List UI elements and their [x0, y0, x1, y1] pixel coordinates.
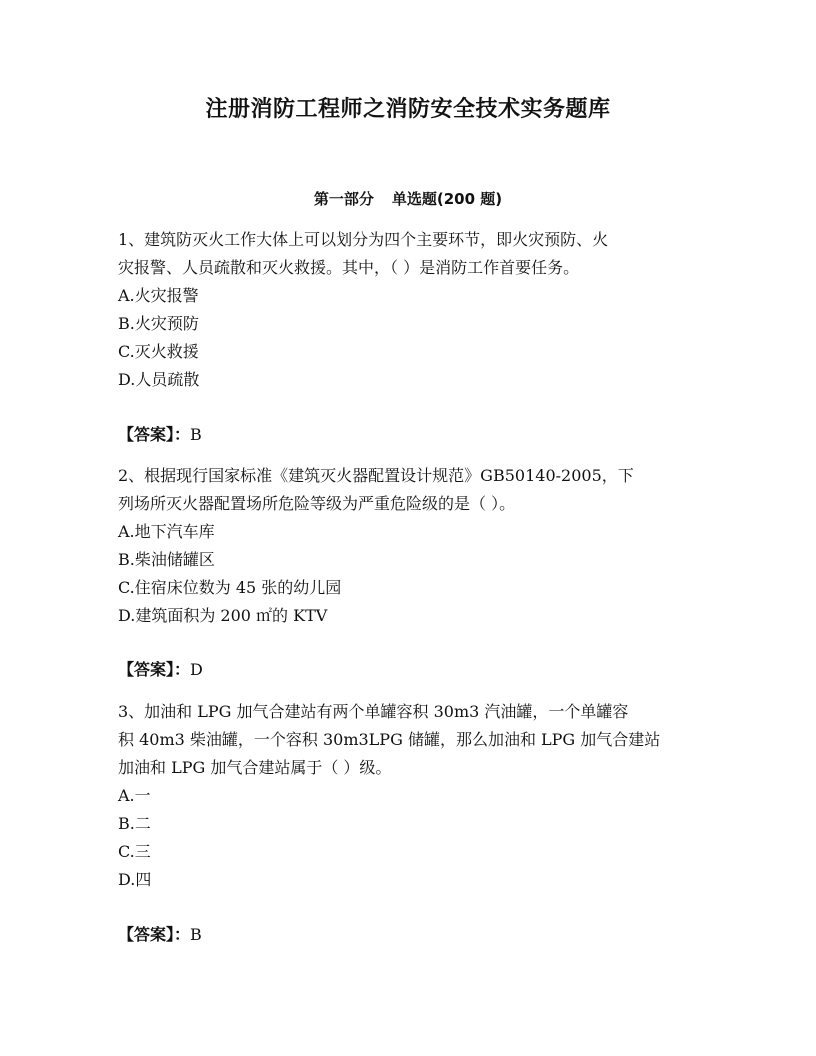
question-text: [118, 226, 696, 282]
answer-label: 【答案】：: [118, 660, 191, 679]
question-line: 积 40m3 柴油罐，一个容积 30m3LPG 储罐，那么加油和 LPG 加气合建站: [118, 730, 661, 749]
option-b: B.柴油储罐区: [118, 550, 215, 569]
option-a: A.火灾报警: [118, 286, 199, 305]
section-heading: [0, 187, 816, 211]
question-2: [118, 462, 696, 630]
option-b: B.火灾预防: [118, 314, 199, 333]
question-line: 2、根据现行国家标准《建筑灭火器配置设计规范》GB50140-2005，下: [118, 466, 634, 485]
answer-label: 【答案】：: [118, 425, 191, 444]
question-text: [118, 698, 696, 782]
question-text: [118, 462, 696, 518]
answer-value: D: [190, 660, 203, 679]
option-c: C.灭火救援: [118, 342, 199, 361]
question-line: 1、建筑防灭火工作大体上可以划分为四个主要环节，即火灾预防、火: [118, 230, 609, 249]
document-title: 注册消防工程师之消防安全技术实务题库: [205, 97, 611, 122]
section-name: 单选题(200 题): [391, 190, 503, 208]
answer-2: [118, 656, 696, 684]
answer-3: [118, 921, 696, 949]
question-1: [118, 226, 696, 394]
question-line: 加油和 LPG 加气合建站属于（ ）级。: [118, 758, 392, 777]
section-part: 第一部分: [313, 190, 374, 208]
answer-label: 【答案】：: [118, 925, 191, 944]
option-d: D.人员疏散: [118, 370, 200, 389]
answer-value: B: [190, 425, 202, 444]
answer-1: [118, 421, 696, 449]
option-c: C.住宿床位数为 45 张的幼儿园: [118, 578, 342, 597]
question-line: 灾报警、人员疏散和灭火救援。其中，（ ）是消防工作首要任务。: [118, 258, 580, 277]
option-c: C.三: [118, 842, 151, 861]
option-a: A.地下汽车库: [118, 522, 215, 541]
option-d: D.建筑面积为 200 ㎡的 KTV: [118, 606, 328, 625]
option-b: B.二: [118, 814, 151, 833]
question-line: 列场所灭火器配置场所危险等级为严重危险级的是（ ）。: [118, 494, 516, 513]
option-a: A.一: [118, 786, 151, 805]
answer-value: B: [190, 925, 202, 944]
option-d: D.四: [118, 870, 152, 889]
question-3: [118, 698, 696, 894]
question-line: 3、加油和 LPG 加气合建站有两个单罐容积 30m3 汽油罐，一个单罐容: [118, 702, 629, 721]
